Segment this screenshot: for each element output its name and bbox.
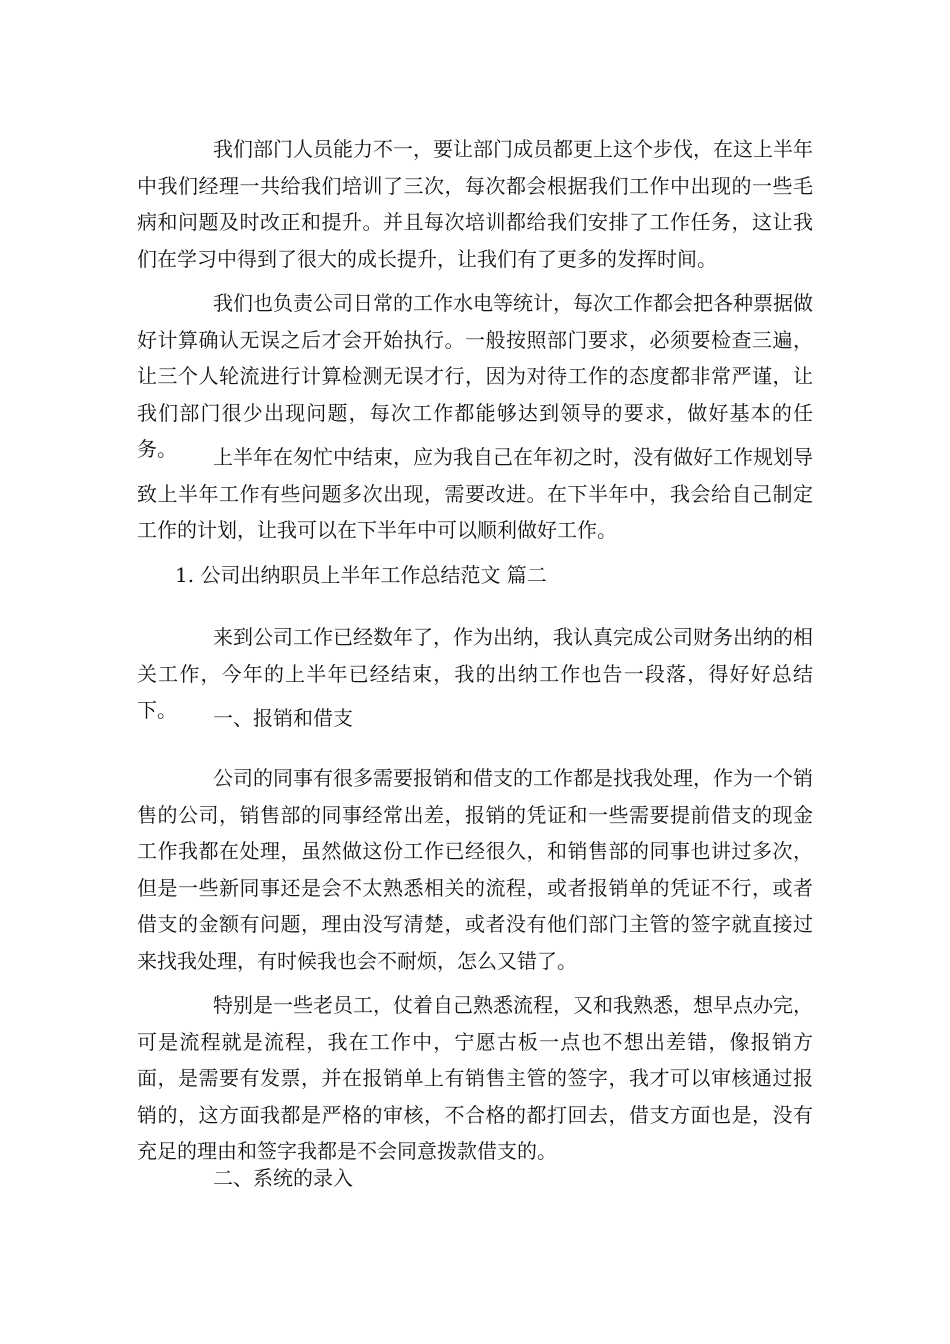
paragraph-first-half-summary: 上半年在匆忙中结束，应为我自己在年初之时，没有做好工作规划导致上半年工作有些问题多次出现，需要改进。在下半年中，我会给自己制定工作的计划，让我可以在下半年中可以顺利做好工作。 [137, 445, 813, 542]
section-heading-reimbursement: 一、报销和借支 [213, 706, 353, 730]
article-title: 1. 公司出纳职员上半年工作总结范文 篇二 [175, 563, 547, 587]
paragraph-reimbursement-process: 公司的同事有很多需要报销和借支的工作都是找我处理，作为一个销售的公司，销售部的同事经常出差，报销的凭证和一些需要提前借支的现金工作我都在处理，虽然做这份工作已经很久，和销售部的同事也讲过多次，但是一些新同事还是会不太熟悉相关的流程，或者报销单的凭证不行，或者借支的金额有问题，理由没写清楚，或者没有他们部门主管的签字就直接过来找我处理，有时候我也会不耐烦，怎么又错了。 [137, 766, 813, 973]
paragraph-utility-statistics: 我们也负责公司日常的工作水电等统计，每次工作都会把各种票据做好计算确认无误之后才会开始执行。一般按照部门要求，必须要检查三遍，让三个人轮流进行计算检测无误才行，因为对待工作的态度都非常严谨，让我们部门很少出现问题，每次工作都能够达到领导的要求，做好基本的任务。 [137, 291, 813, 461]
paragraph-cashier-intro: 来到公司工作已经数年了，作为出纳，我认真完成公司财务出纳的相关工作，今年的上半年已经结束，我的出纳工作也告一段落，得好好总结下。 [137, 625, 813, 722]
paragraph-training: 我们部门人员能力不一，要让部门成员都更上这个步伐，在这上半年中我们经理一共给我们培训了三次，每次都会根据我们工作中出现的一些毛病和问题及时改正和提升。并且每次培训都给我们安排了工作任务，这让我们在学习中得到了很大的成长提升，让我们有了更多的发挥时间。 [137, 137, 813, 271]
paragraph-strict-review: 特别是一些老员工，仗着自己熟悉流程，又和我熟悉，想早点办完，可是流程就是流程，我在工作中，宁愿古板一点也不想出差错，像报销方面，是需要有发票，并在报销单上有销售主管的签字，我才可以审核通过报销的，这方面我都是严格的审核，不合格的都打回去，借支方面也是，没有充足的理由和签字我都是不会同意拨款借支的。 [137, 993, 813, 1163]
section-heading-system-entry: 二、系统的录入 [213, 1166, 353, 1190]
